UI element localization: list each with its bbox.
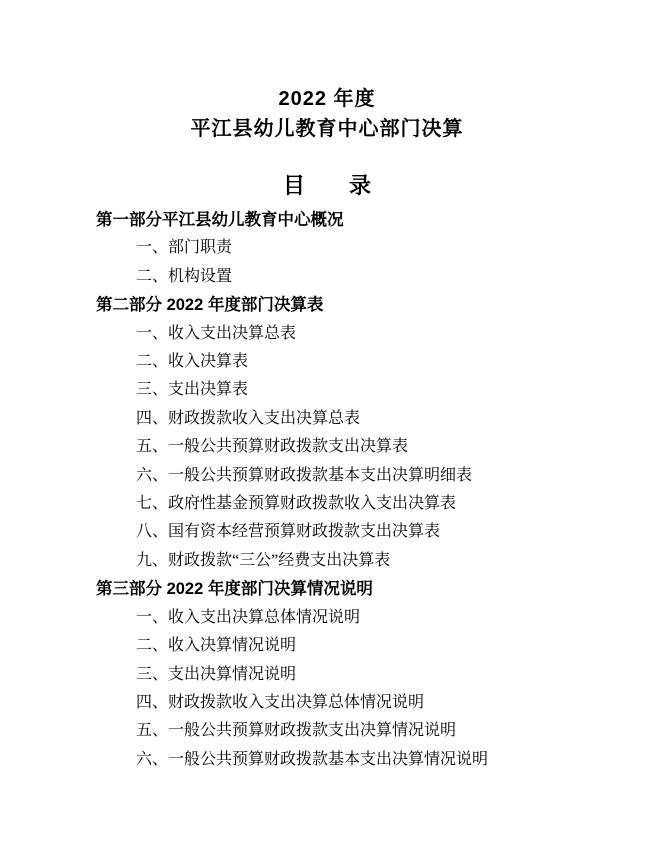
toc-item: 二、机构设置: [136, 267, 233, 285]
table-of-contents: [0, 206, 654, 774]
toc-section-3-heading: 第三部分 2022 年度部门决算情况说明: [96, 580, 373, 599]
toc-item: 六、一般公共预算财政拨款基本支出决算明细表: [136, 466, 473, 484]
document-title-line-1: 2022 年度: [278, 88, 376, 110]
toc-item: 九、财政拨款“三公”经费支出决算表: [136, 551, 391, 569]
toc-item: 四、财政拨款收入支出决算总体情况说明: [136, 693, 425, 711]
toc-item: 八、国有资本经营预算财政拨款支出决算表: [136, 523, 441, 541]
toc-item: 一、部门职责: [136, 239, 233, 257]
toc-item: 七、政府性基金预算财政拨款收入支出决算表: [136, 495, 457, 513]
toc-item: 二、收入决算情况说明: [136, 637, 297, 655]
toc-item: 三、支出决算情况说明: [136, 665, 297, 683]
toc-section-2-heading: 第二部分 2022 年度部门决算表: [96, 296, 324, 315]
toc-item: 五、一般公共预算财政拨款支出决算情况说明: [136, 722, 457, 740]
document-title: [0, 84, 654, 144]
toc-item: 六、一般公共预算财政拨款基本支出决算情况说明: [136, 750, 489, 768]
document-title-line-2: 平江县幼儿教育中心部门决算: [190, 118, 464, 140]
toc-item: 一、收入支出决算总体情况说明: [136, 608, 361, 626]
toc-item: 二、收入决算表: [136, 353, 249, 371]
toc-section-1-heading: 第一部分平江县幼儿教育中心概况: [96, 211, 344, 229]
toc-title: 目 录: [282, 173, 371, 198]
toc-item: 五、一般公共预算财政拨款支出决算表: [136, 438, 409, 456]
toc-item: 一、收入支出决算总表: [136, 324, 297, 342]
toc-item: 三、支出决算表: [136, 381, 249, 399]
toc-item: 四、财政拨款收入支出决算总表: [136, 409, 361, 427]
